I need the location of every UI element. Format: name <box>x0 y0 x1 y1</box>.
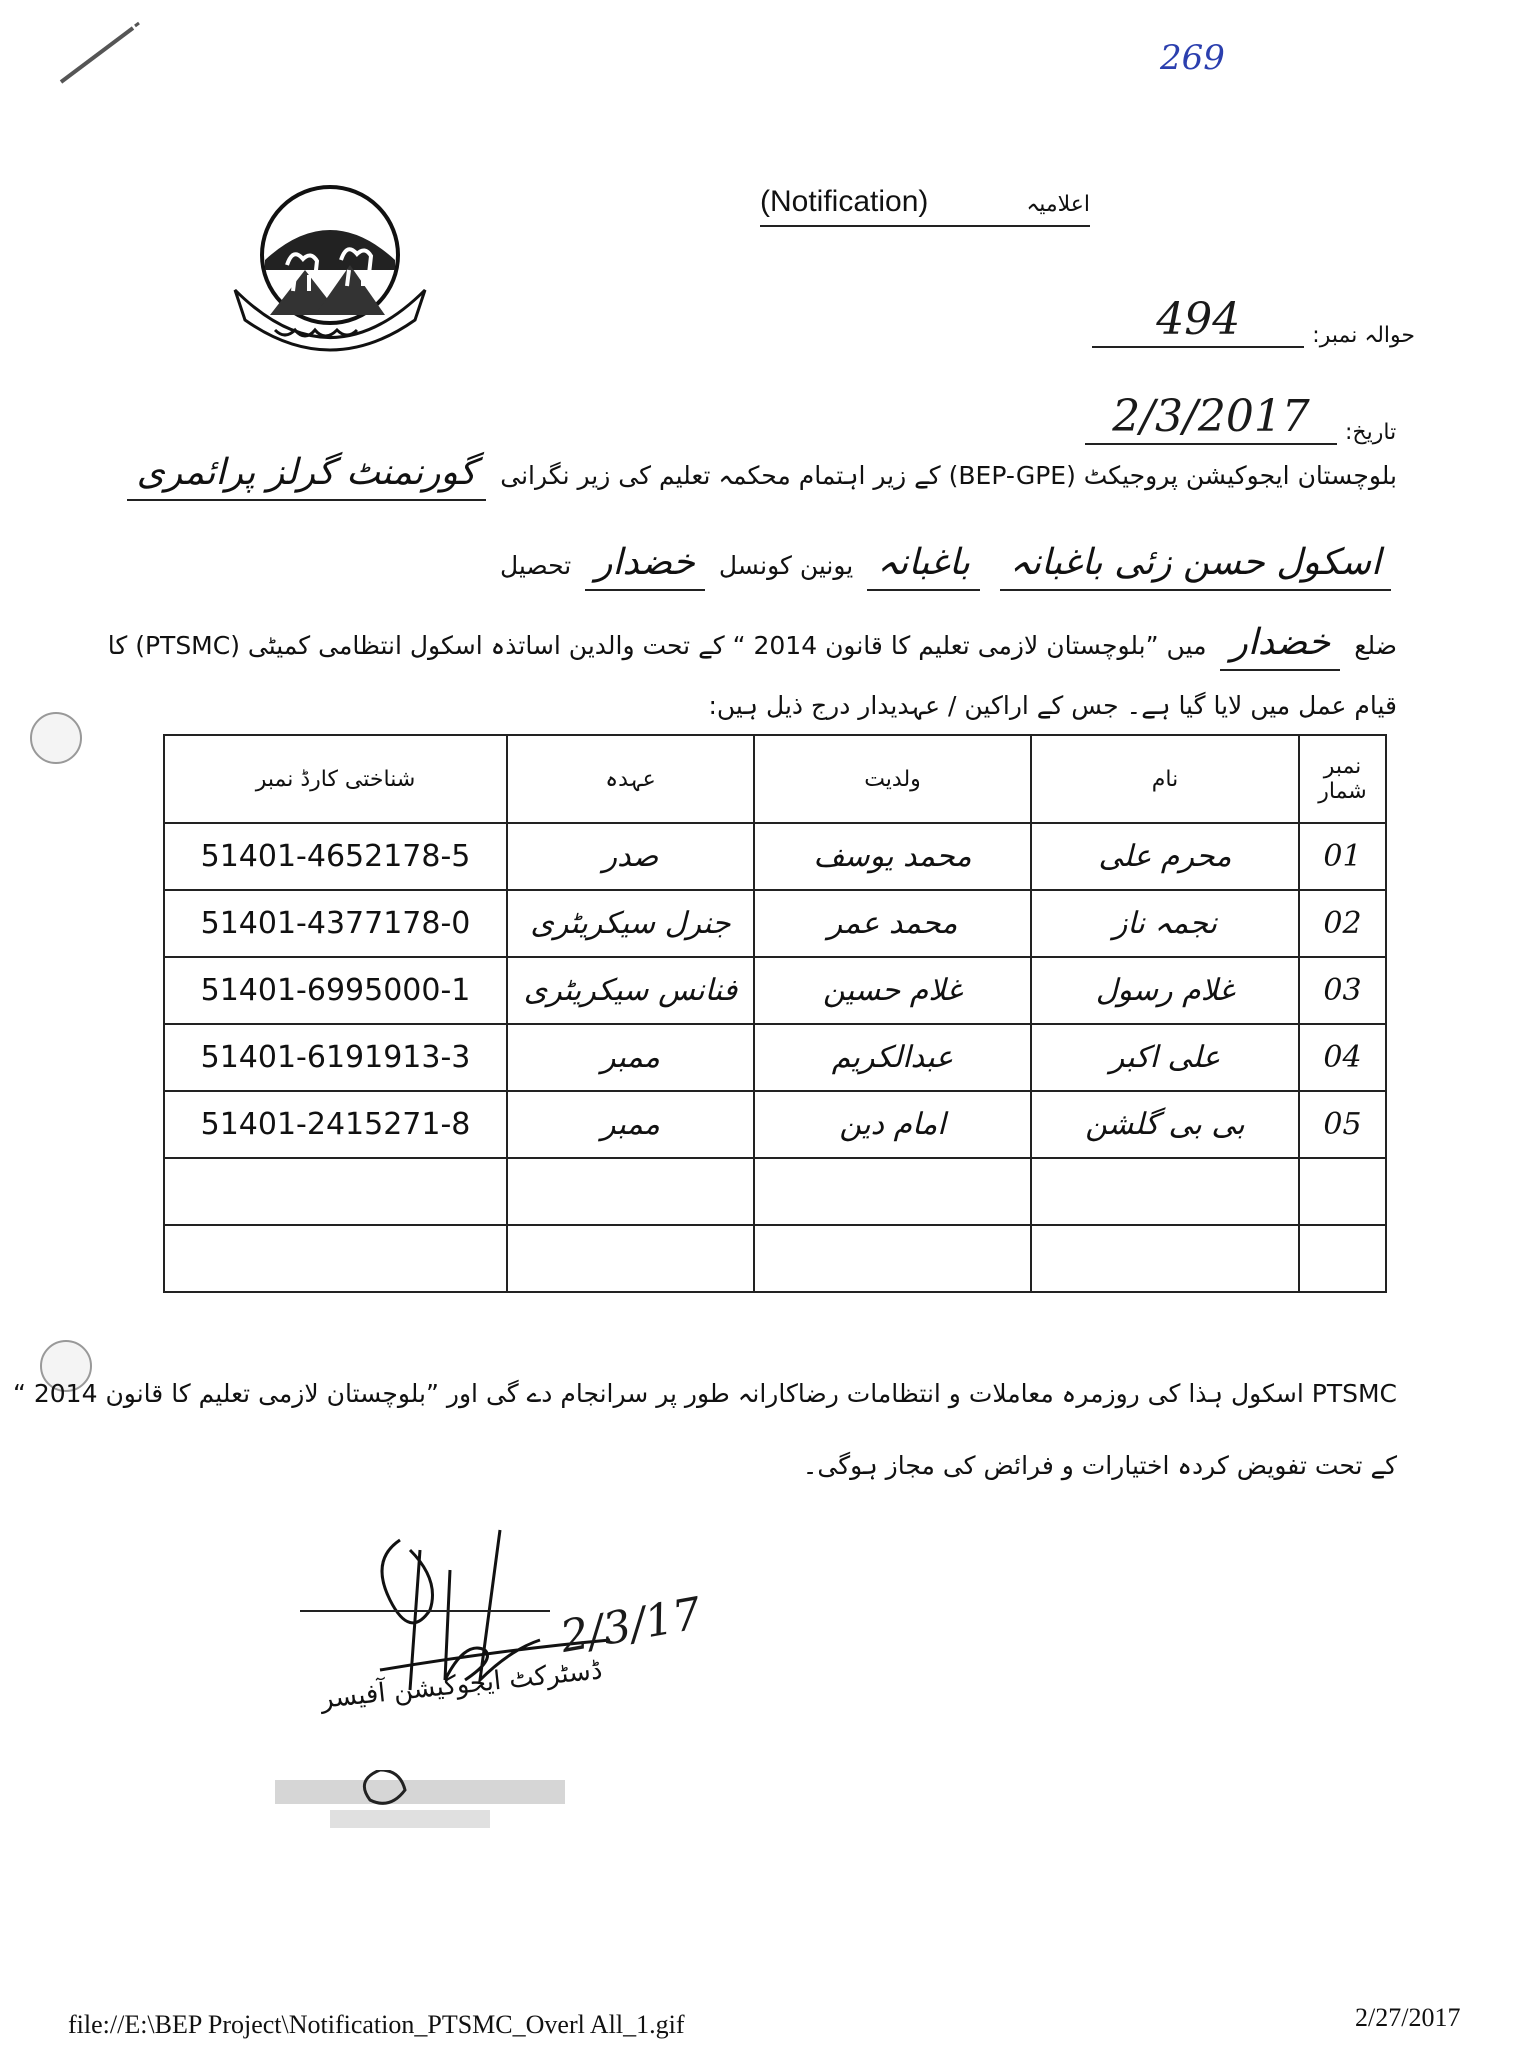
notification-heading <box>760 185 1090 227</box>
cell-post: صدر <box>507 823 754 890</box>
table-row-empty <box>164 1225 1386 1292</box>
cell-post: جنرل سیکریٹری <box>507 890 754 957</box>
cell-cnic: 51401-4652178-5 <box>164 823 507 890</box>
title-urdu: اعلامیہ <box>1026 192 1090 217</box>
cell-serial: 04 <box>1299 1024 1386 1091</box>
header-father: ولدیت <box>754 735 1031 823</box>
table-row <box>164 957 1386 1024</box>
reference-number: 494 <box>1092 298 1304 348</box>
cell-serial: 02 <box>1299 890 1386 957</box>
body-line-4 <box>708 690 1397 723</box>
cell-father: محمد یوسف <box>754 823 1031 890</box>
header-cnic: شناختی کارڈ نمبر <box>164 735 507 823</box>
officer-title: ڈسٹرکٹ ایجوکیشن آفیسر <box>319 1655 604 1715</box>
reference-row <box>1085 294 1415 348</box>
date-value: 2/3/2017 <box>1085 395 1337 445</box>
closing-line-2: کے تحت تفویض کردہ اختیارات و فرائض کی مجاز ہوگی۔ <box>802 1451 1397 1480</box>
cell-serial: 01 <box>1299 823 1386 890</box>
government-emblem-logo <box>215 170 445 360</box>
body-line-1 <box>121 450 1397 501</box>
title-english: (Notification) <box>760 185 929 218</box>
cell-cnic: 51401-6995000-1 <box>164 957 507 1024</box>
header-name: نام <box>1031 735 1299 823</box>
union-council-label: یونین کونسل <box>718 551 854 580</box>
cell-post: فنانس سیکریٹری <box>507 957 754 1024</box>
cell-father: محمد عمر <box>754 890 1031 957</box>
cell-cnic: 51401-6191913-3 <box>164 1024 507 1091</box>
union-council-value: باغبانہ <box>867 540 980 591</box>
table-row <box>164 1024 1386 1091</box>
table-row <box>164 890 1386 957</box>
date-label: تاریخ: <box>1345 420 1397 445</box>
members-table <box>163 734 1387 1293</box>
cell-name: غلام رسول <box>1031 957 1299 1024</box>
school-name-part2: اسکول حسن زئی باغبانہ <box>1000 540 1391 591</box>
header-post: عہدہ <box>507 735 754 823</box>
signature-date: 2/3/17 <box>556 1588 705 1663</box>
cell-post: ممبر <box>507 1091 754 1158</box>
file-path: file://E:\BEP Project\Notification_PTSMC_Overl All_1.gif <box>68 2010 685 2039</box>
tehsil-label: تحصیل <box>499 551 572 580</box>
cell-post: ممبر <box>507 1024 754 1091</box>
body-line-2 <box>500 540 1397 591</box>
page-number: 269 <box>1160 38 1225 78</box>
table-row-empty <box>164 1158 1386 1225</box>
cell-father: امام دین <box>754 1091 1031 1158</box>
print-date: 2/27/2017 <box>1355 2003 1461 2032</box>
cell-father: عبدالکریم <box>754 1024 1031 1091</box>
date-row <box>1085 391 1397 445</box>
faded-stamp <box>270 1770 580 1840</box>
cell-serial: 05 <box>1299 1091 1386 1158</box>
body-intro-text: بلوچستان ایجوکیشن پروجیکٹ (BEP-GPE) کے زیر اہتمام محکمہ تعلیم کی زیر نگرانی <box>500 461 1397 490</box>
law-reference-text: میں ”بلوچستان لازمی تعلیم کا قانون 2014 “ کے تحت والدین اساتذہ اسکول انتظامی کمیٹی (PTSMC) کا <box>107 631 1207 660</box>
header-serial: نمبر شمار <box>1299 735 1386 823</box>
cell-name: علی اکبر <box>1031 1024 1299 1091</box>
cell-cnic: 51401-4377178-0 <box>164 890 507 957</box>
members-intro-text: قیام عمل میں لایا گیا ہے۔ جس کے اراکین / عہدیدار درج ذیل ہیں: <box>708 691 1397 720</box>
tehsil-value: خضدار <box>585 540 705 591</box>
closing-line-1: PTSMC اسکول ہذا کی روزمرہ معاملات و انتظامات رضاکارانہ طور پر سرانجام دے گی اور ”بلوچستان لازمی تعلیم کا قانون 2014 “ <box>12 1379 1397 1408</box>
punch-hole <box>30 712 82 764</box>
pencil-mark <box>55 20 155 120</box>
cell-cnic: 51401-2415271-8 <box>164 1091 507 1158</box>
school-name-part1: گورنمنٹ گرلز پرائمری <box>127 450 487 501</box>
cell-serial: 03 <box>1299 957 1386 1024</box>
signature-line <box>300 1610 550 1612</box>
district-label: ضلع <box>1354 631 1397 660</box>
district-value: خضدار <box>1220 620 1340 671</box>
table-header-row <box>164 735 1386 823</box>
cell-name: بی بی گلشن <box>1031 1091 1299 1158</box>
table-row <box>164 823 1386 890</box>
table-row <box>164 1091 1386 1158</box>
body-line-3 <box>108 620 1397 671</box>
cell-name: نجمہ ناز <box>1031 890 1299 957</box>
cell-name: محرم علی <box>1031 823 1299 890</box>
cell-father: غلام حسین <box>754 957 1031 1024</box>
reference-label: حوالہ نمبر: <box>1312 323 1415 348</box>
